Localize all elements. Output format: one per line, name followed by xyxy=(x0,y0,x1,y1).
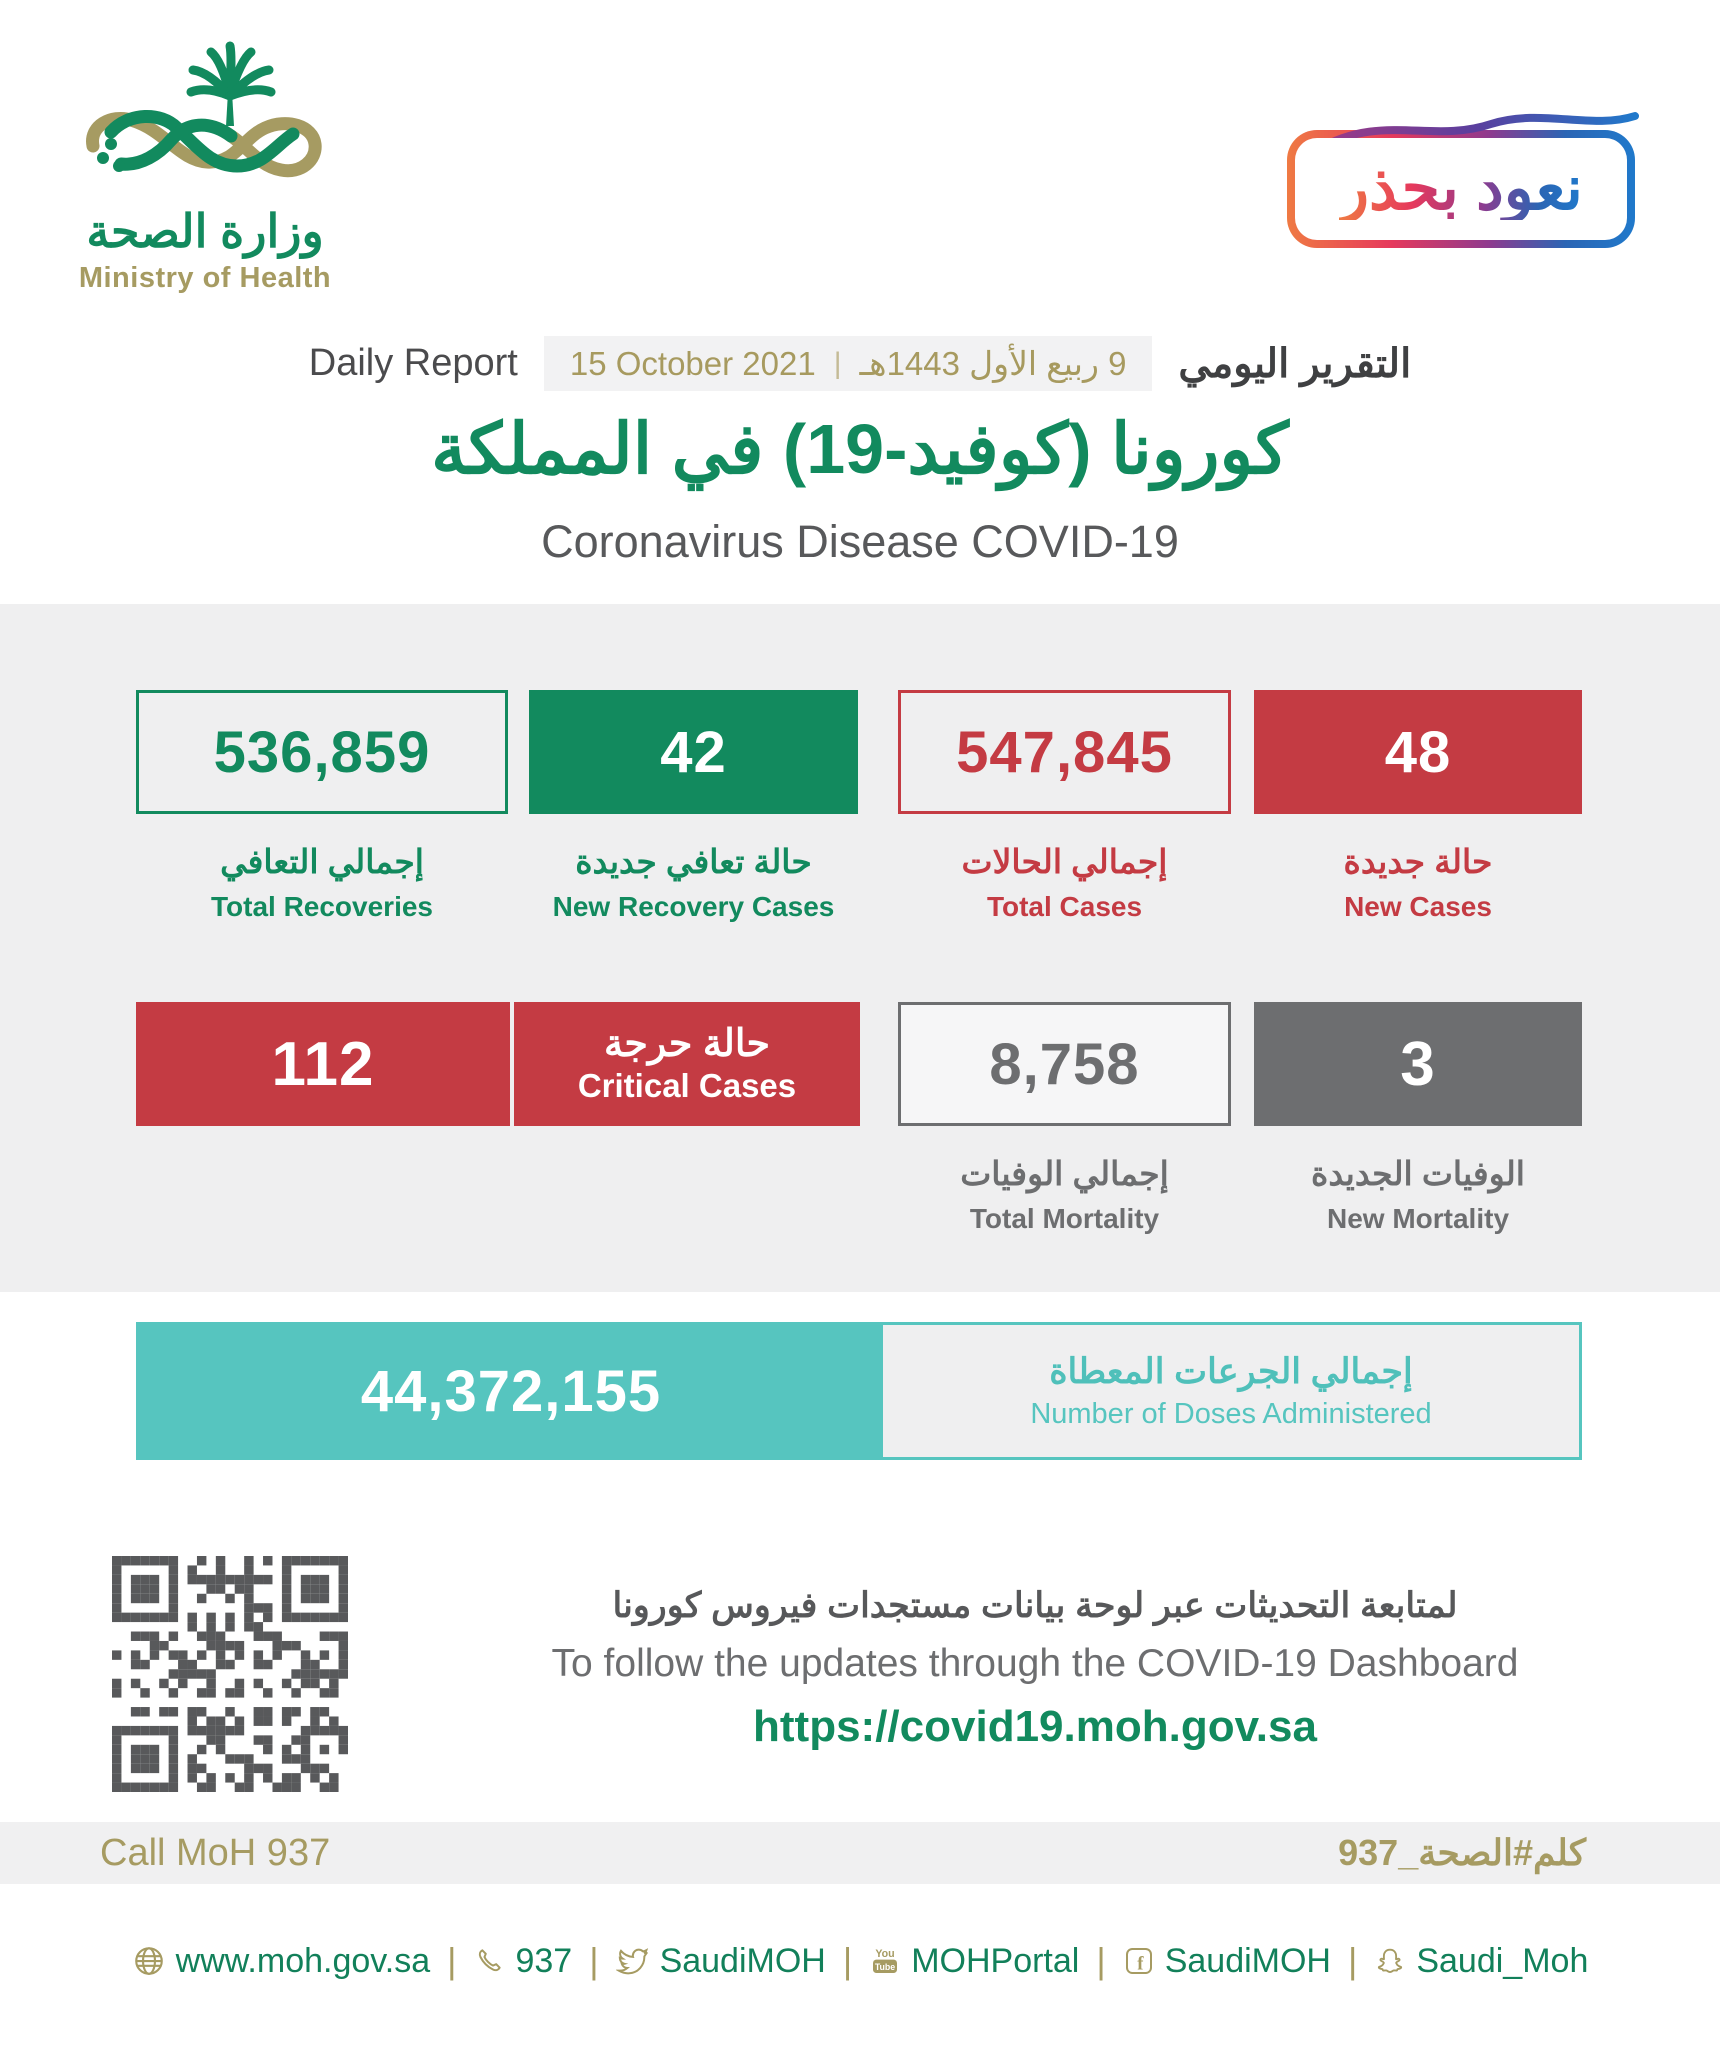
new-cases-label-en: New Cases xyxy=(1344,891,1492,922)
call-moh-band xyxy=(0,1822,1720,1884)
stat-total-mortality xyxy=(898,1002,1231,1235)
critical-cases-value: 112 xyxy=(271,1029,375,1099)
dashboard-url-link[interactable]: https://covid19.moh.gov.sa xyxy=(753,1702,1317,1751)
total-recoveries-value-box xyxy=(136,690,508,814)
facebook-label: SaudiMOH xyxy=(1164,1941,1331,1980)
dashboard-info xyxy=(420,1586,1650,1752)
date-separator: | xyxy=(833,346,842,380)
logo-english-name: Ministry of Health xyxy=(78,262,332,294)
new-cases-value: 48 xyxy=(1384,719,1452,785)
new-mortality-label-ar: الوفيات الجديدة xyxy=(1311,1155,1525,1192)
footer-separator: | xyxy=(1347,1940,1358,1981)
new-mortality-value: 3 xyxy=(1400,1029,1436,1099)
total-recoveries-label-ar: إجمالي التعافي xyxy=(220,843,424,880)
snapchat-label: Saudi_Moh xyxy=(1416,1941,1589,1980)
page-title-arabic: كورونا (كوفيد-19) في المملكة xyxy=(431,410,1289,488)
dashboard-line-ar: لمتابعة التحديثات عبر لوحة بيانات مستجدات فيروس كورونا xyxy=(612,1586,1458,1625)
moh-palm-ribbon-icon xyxy=(65,34,345,202)
stat-new-mortality xyxy=(1254,1002,1582,1235)
call-moh-english: Call MoH 937 xyxy=(100,1831,331,1874)
moh-logo xyxy=(55,34,355,295)
facebook-icon xyxy=(1123,1945,1155,1977)
total-mortality-value-box xyxy=(898,1002,1231,1126)
svg-text:You: You xyxy=(875,1948,895,1960)
total-mortality-label-ar: إجمالي الوفيات xyxy=(960,1155,1169,1192)
critical-cases-labels xyxy=(514,1002,860,1126)
new-cases-value-box xyxy=(1254,690,1582,814)
stat-total-recoveries xyxy=(136,690,508,923)
doses-administered-bar xyxy=(136,1322,1582,1460)
stat-new-cases xyxy=(1254,690,1582,923)
snapchat-icon xyxy=(1374,1945,1406,1977)
footer-twitter[interactable] xyxy=(616,1942,826,1981)
critical-cases-label-en: Critical Cases xyxy=(577,1066,797,1104)
footer-separator: | xyxy=(589,1940,599,1981)
footer-website[interactable] xyxy=(132,1942,430,1981)
new-mortality-value-box xyxy=(1254,1002,1582,1126)
call-moh-arabic: كلم#الصحة_937 xyxy=(1338,1832,1586,1873)
twitter-icon xyxy=(616,1944,650,1978)
total-cases-value-box xyxy=(898,690,1231,814)
new-recovery-value: 42 xyxy=(660,719,727,785)
logo-arabic-name: وزارة الصحة xyxy=(86,205,324,257)
phone-label: 937 xyxy=(515,1941,573,1980)
svg-text:Tube: Tube xyxy=(875,1961,896,1972)
youtube-label: MOHPortal xyxy=(911,1941,1080,1980)
hijri-date: 9 ربيع الأول 1443هـ xyxy=(859,345,1127,382)
daily-report-ar-label: التقرير اليومي xyxy=(1178,341,1412,386)
total-recoveries-value: 536,859 xyxy=(213,719,431,785)
stat-new-recovery-cases xyxy=(529,690,858,923)
stat-critical-cases xyxy=(136,1002,510,1126)
badge-inner xyxy=(1295,138,1627,240)
doses-value: 44,372,155 xyxy=(139,1325,883,1457)
total-cases-value: 547,845 xyxy=(956,719,1173,785)
doses-labels xyxy=(883,1325,1579,1457)
new-mortality-label-en: New Mortality xyxy=(1326,1203,1510,1234)
footer-social-row xyxy=(0,1940,1720,1982)
page-title-english: Coronavirus Disease COVID-19 xyxy=(541,516,1179,567)
critical-cases-label-ar: حالة حرجة xyxy=(604,1023,770,1066)
total-cases-label-ar: إجمالي الحالات xyxy=(961,843,1168,880)
phone-icon xyxy=(473,1945,505,1977)
total-cases-label-en: Total Cases xyxy=(986,891,1143,922)
footer-youtube[interactable] xyxy=(869,1942,1079,1981)
new-recovery-label-ar: حالة تعافي جديدة xyxy=(575,843,812,880)
new-recovery-label-en: New Recovery Cases xyxy=(552,891,835,922)
svg-text:f: f xyxy=(1136,1953,1144,1975)
critical-cases-label-box xyxy=(514,1002,860,1126)
date-box xyxy=(544,336,1153,391)
twitter-label: SaudiMOH xyxy=(659,1941,826,1980)
report-date-row xyxy=(0,336,1720,391)
new-cases-label-ar: حالة جديدة xyxy=(1343,843,1493,880)
stat-total-cases xyxy=(898,690,1231,923)
globe-icon xyxy=(132,1944,166,1978)
total-mortality-value: 8,758 xyxy=(989,1031,1140,1097)
doses-label-ar: إجمالي الجرعات المعطاة xyxy=(1049,1351,1413,1391)
footer-separator: | xyxy=(447,1940,457,1981)
qr-code xyxy=(112,1556,348,1792)
footer-phone[interactable] xyxy=(473,1942,572,1981)
website-label: www.moh.gov.sa xyxy=(175,1941,431,1980)
return-cautiously-badge xyxy=(1287,130,1635,248)
badge-label: نعود بحذر xyxy=(1339,154,1583,223)
dashboard-line-en: To follow the updates through the COVID-19 Dashboard xyxy=(551,1642,1519,1685)
daily-report-en-label: Daily Report xyxy=(308,342,518,384)
youtube-icon xyxy=(869,1944,901,1978)
new-recovery-value-box xyxy=(529,690,858,814)
footer-facebook[interactable] xyxy=(1123,1942,1331,1981)
footer-snapchat[interactable] xyxy=(1374,1942,1588,1981)
gregorian-date: 15 October 2021 xyxy=(569,344,816,382)
total-recoveries-label-en: Total Recoveries xyxy=(210,891,434,922)
critical-cases-value-box xyxy=(136,1002,510,1126)
footer-separator: | xyxy=(1096,1940,1106,1981)
doses-label-en: Number of Doses Administered xyxy=(1030,1397,1432,1430)
total-mortality-label-en: Total Mortality xyxy=(969,1203,1160,1234)
footer-separator: | xyxy=(842,1940,853,1981)
